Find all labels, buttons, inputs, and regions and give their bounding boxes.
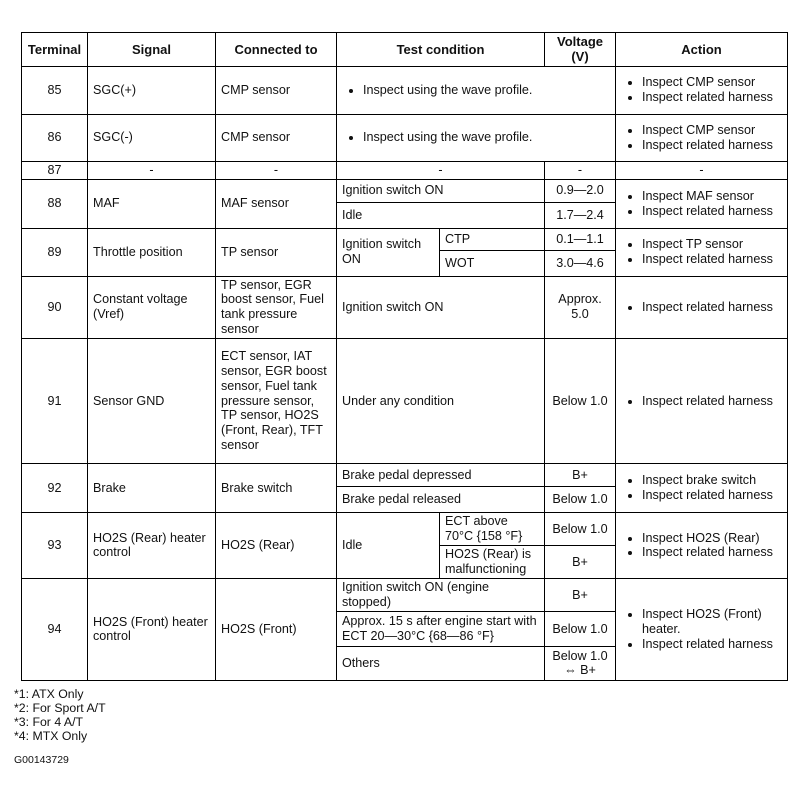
action-cell [616, 512, 788, 578]
condition-cell: Brake pedal depressed [337, 463, 545, 486]
voltage-cell: 0.1—1.1 [545, 228, 616, 250]
action-item: • Inspect TP sensor [642, 237, 782, 252]
voltage-cell: Below 1.0 [545, 512, 616, 545]
action-cell [616, 114, 788, 161]
action-item: • Inspect HO2S (Front) heater. [642, 607, 782, 637]
signal-cell: Throttle position [88, 228, 216, 276]
action-item: • Inspect related harness [642, 488, 782, 503]
action-item: • Inspect brake switch [642, 473, 782, 488]
action-item: • Inspect related harness [642, 637, 782, 652]
table-row [22, 276, 788, 338]
table-row [22, 578, 788, 611]
table-row [22, 161, 788, 179]
action-cell [616, 463, 788, 512]
terminal-voltage-table [21, 32, 788, 681]
condition-cell: Ignition switch ON [337, 228, 440, 276]
action-item: • Inspect related harness [642, 252, 782, 267]
table-row [22, 179, 788, 202]
terminal-cell: 89 [22, 228, 88, 276]
action-item: • Inspect HO2S (Rear) [642, 531, 782, 546]
terminal-cell: 94 [22, 578, 88, 680]
signal-cell: SGC(-) [88, 114, 216, 161]
sub-condition-cell: ECT above 70°C {158 °F} [440, 512, 545, 545]
condition-cell [337, 66, 616, 114]
table-row [22, 228, 788, 250]
voltage-cell: 3.0—4.6 [545, 250, 616, 276]
sub-condition-cell: HO2S (Rear) is malfunctioning [440, 545, 545, 578]
voltage-cell: Below 1.0 [545, 338, 616, 463]
signal-cell: Sensor GND [88, 338, 216, 463]
header-voltage [545, 33, 616, 67]
action-cell [616, 228, 788, 276]
condition-cell: Ignition switch ON [337, 276, 545, 338]
footnote: *4: MTX Only [14, 728, 88, 743]
connected-cell: MAF sensor [216, 179, 337, 228]
table-row [22, 114, 788, 161]
terminal-cell: 92 [22, 463, 88, 512]
action-item: • Inspect related harness [642, 300, 782, 315]
condition-cell: Brake pedal released [337, 486, 545, 512]
header-action: Action [616, 33, 788, 67]
voltage-cell: B+ [545, 578, 616, 611]
connected-cell: Brake switch [216, 463, 337, 512]
table-row [22, 463, 788, 486]
action-cell [616, 66, 788, 114]
header-test-condition: Test condition [337, 33, 545, 67]
condition-cell: Approx. 15 s after engine start with ECT 20—30°C {68—86 °F} [337, 611, 545, 646]
connected-cell: CMP sensor [216, 66, 337, 114]
header-terminal: Terminal [22, 33, 88, 67]
signal-cell: MAF [88, 179, 216, 228]
terminal-cell: 93 [22, 512, 88, 578]
connected-cell: - [216, 161, 337, 179]
voltage-cell: Below 1.0 [545, 611, 616, 646]
signal-cell: HO2S (Rear) heater control [88, 512, 216, 578]
footnote: *2: For Sport A/T [14, 700, 106, 715]
action-item: • Inspect related harness [642, 138, 782, 153]
action-item: • Inspect MAF sensor [642, 189, 782, 204]
header-voltage-unit: (V) [571, 49, 589, 65]
action-item: • Inspect CMP sensor [642, 75, 782, 90]
signal-cell: SGC(+) [88, 66, 216, 114]
figure-code: G00143729 [14, 754, 69, 766]
signal-cell: HO2S (Front) heater control [88, 578, 216, 680]
table-row [22, 512, 788, 545]
voltage-cell: Below 1.0 [545, 486, 616, 512]
terminal-cell: 86 [22, 114, 88, 161]
condition-cell: Idle [337, 202, 545, 228]
action-cell [616, 276, 788, 338]
action-cell [616, 338, 788, 463]
voltage-cell: - [545, 161, 616, 179]
action-item: • Inspect CMP sensor [642, 123, 782, 138]
table-row [22, 338, 788, 463]
terminal-cell: 88 [22, 179, 88, 228]
action-item: • Inspect related harness [642, 545, 782, 560]
condition-cell: Idle [337, 512, 440, 578]
header-row [22, 33, 788, 67]
voltage-cell: B+ [545, 545, 616, 578]
sub-condition-cell: WOT [440, 250, 545, 276]
condition-cell: Ignition switch ON (engine stopped) [337, 578, 545, 611]
action-cell [616, 578, 788, 680]
footnote: *3: For 4 A/T [14, 714, 84, 729]
condition-text: • Inspect using the wave profile. [363, 130, 610, 145]
condition-cell: Others [337, 646, 545, 680]
footnotes [14, 688, 106, 744]
condition-cell: Under any condition [337, 338, 545, 463]
action-item: • Inspect related harness [642, 90, 782, 105]
voltage-cell: Approx. 5.0 [545, 276, 616, 338]
sub-condition-cell: CTP [440, 228, 545, 250]
terminal-cell: 90 [22, 276, 88, 338]
connected-cell: CMP sensor [216, 114, 337, 161]
signal-cell: Brake [88, 463, 216, 512]
voltage-line: ⇔ B+ [564, 663, 596, 678]
signal-cell: - [88, 161, 216, 179]
voltage-cell: 1.7—2.4 [545, 202, 616, 228]
connected-cell: TP sensor, EGR boost sensor, Fuel tank pressure sensor [216, 276, 337, 338]
terminal-cell: 91 [22, 338, 88, 463]
connected-cell: HO2S (Front) [216, 578, 337, 680]
action-cell: - [616, 161, 788, 179]
condition-cell: Ignition switch ON [337, 179, 545, 202]
voltage-cell: B+ [545, 463, 616, 486]
condition-cell [337, 114, 616, 161]
voltage-cell: 0.9—2.0 [545, 179, 616, 202]
action-item: • Inspect related harness [642, 394, 782, 409]
header-connected-to: Connected to [216, 33, 337, 67]
voltage-line: Below 1.0 [552, 648, 608, 663]
terminal-cell: 87 [22, 161, 88, 179]
footnote: *1: ATX Only [14, 687, 84, 701]
header-voltage-label: Voltage [557, 34, 603, 49]
connected-cell: HO2S (Rear) [216, 512, 337, 578]
table-row [22, 66, 788, 114]
action-cell [616, 179, 788, 228]
terminal-cell: 85 [22, 66, 88, 114]
action-item: • Inspect related harness [642, 204, 782, 219]
header-signal: Signal [88, 33, 216, 67]
connected-cell: ECT sensor, IAT sensor, EGR boost sensor, Fuel tank pressure sensor, TP sensor, HO2S (Front, Rear), TFT sensor [216, 338, 337, 463]
voltage-cell [545, 646, 616, 680]
condition-text: • Inspect using the wave profile. [363, 83, 610, 98]
condition-cell: - [337, 161, 545, 179]
connected-cell: TP sensor [216, 228, 337, 276]
signal-cell: Constant voltage (Vref) [88, 276, 216, 338]
